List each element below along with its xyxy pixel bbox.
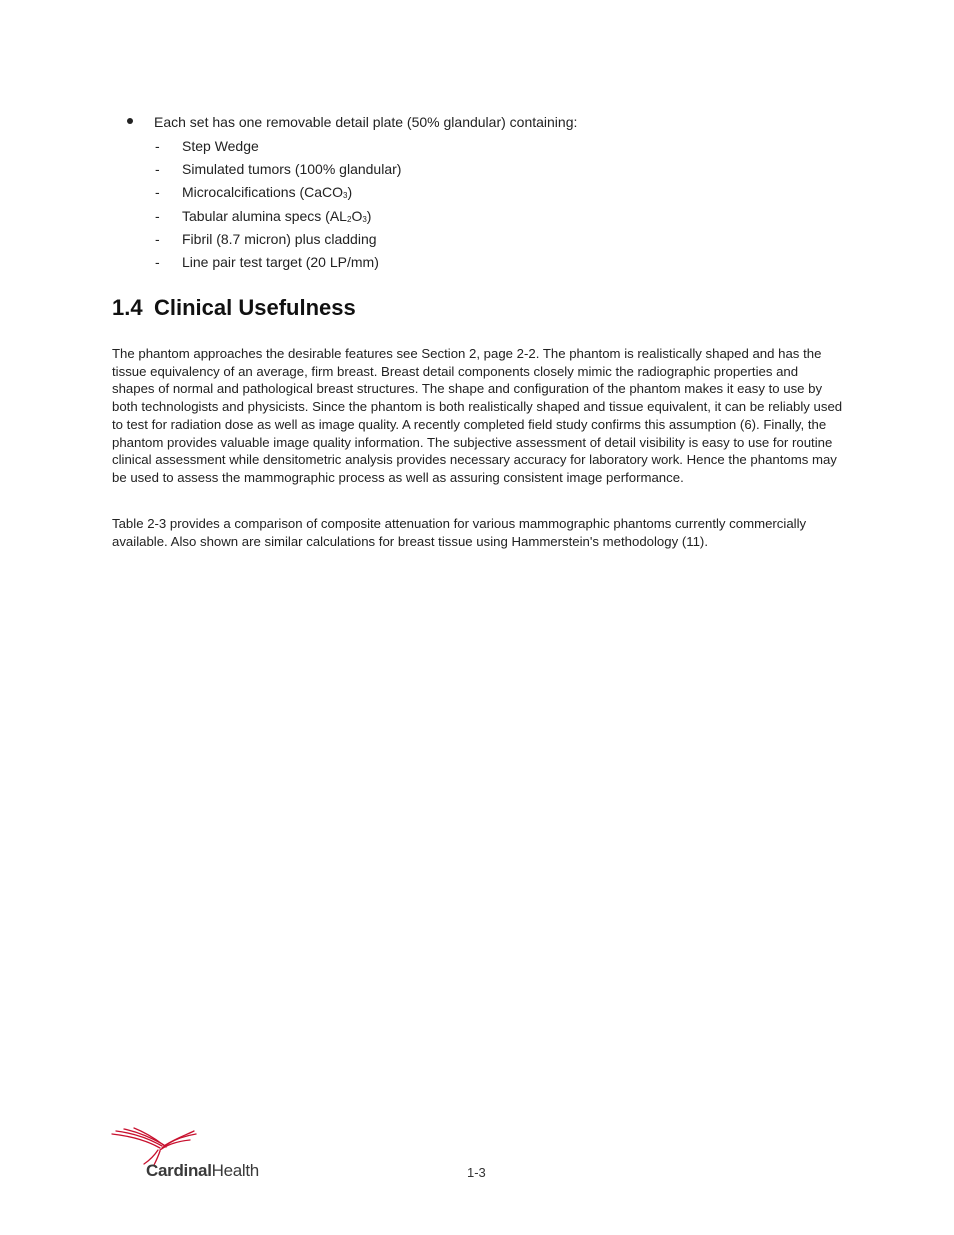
sub-list-item-text [182,252,379,272]
dash-marker: - [155,138,160,154]
text-run: Simulated tumors (100% glandular) [182,161,402,178]
dash-marker: - [155,184,160,201]
paragraph-table-reference: Table 2-3 provides a comparison of composite attenuation for various mammographic phantoms currently commercially available. Also shown are similar calculations for breast tissue using Hammerstein's methodology (11). [112,516,807,549]
dash-marker: - [155,207,160,224]
sub-list-item-text [182,159,401,179]
sub-list-item-text [182,206,371,226]
page-number: 1-3 [467,1165,486,1180]
sub-list-item [0,136,954,156]
section-title: Clinical Usefulness [154,295,356,320]
text-run: Step Wedge [182,138,259,154]
dash-marker: - [155,230,160,247]
sub-list-item [0,159,954,179]
cardinal-health-logo [110,1126,270,1186]
text-run: Line pair test target (20 LP/mm) [182,254,379,270]
sub-list-item-text [182,229,377,249]
dash-marker: - [155,161,160,178]
sub-list-item-text [182,182,352,202]
text-run: O [351,207,363,224]
logo-wordmark: CardinalHealth [146,1161,259,1180]
bullet-text: Each set has one removable detail plate (50% glandular) containing: [154,114,578,130]
text-run: Microcalcifications (CaCO [182,184,344,201]
sub-list-item [0,206,954,226]
subscript: 3 [343,191,348,201]
text-run: ) [366,207,372,224]
subscript: 3 [362,214,367,224]
text-run: Tabular alumina specs (AL [182,207,347,224]
sub-list-item [0,182,954,202]
sub-list-item [0,252,954,272]
section-heading [112,293,356,323]
text-run: ) [347,184,353,201]
sub-list-item [0,229,954,249]
dash-marker: - [155,254,160,270]
text-run: Fibril (8.7 micron) plus cladding [182,230,377,247]
bullet-icon [127,118,133,124]
paragraph-clinical-usefulness: The phantom approaches the desirable features see Section 2, page 2-2. The phantom is realistically shaped and has the tissue equivalency of an average, firm breast. Breast detail components closely mimic the radiographic properties and shapes of normal and pathological breast structures. The shape and configuration of the phantom makes it easy to use by both technologists and physicists. Since the phantom is both realistically shaped and tissue equivalent, it can be reliably used to test for radiation dose as well as image quality. A recently completed field study confirms this assumption (6). Finally, the phantom provides valuable image quality information. The subjective assessment of detail visibility is easy to use for routine clinical assessment while densitometric analysis provides necessary accuracy for laboratory work. Hence the phantoms may be used to assess the mammographic process as well as assuring consistent image performance. [112,346,843,485]
subscript: 2 [346,214,352,224]
section-number: 1.4 [112,295,143,320]
sub-list-item-text [182,136,259,156]
